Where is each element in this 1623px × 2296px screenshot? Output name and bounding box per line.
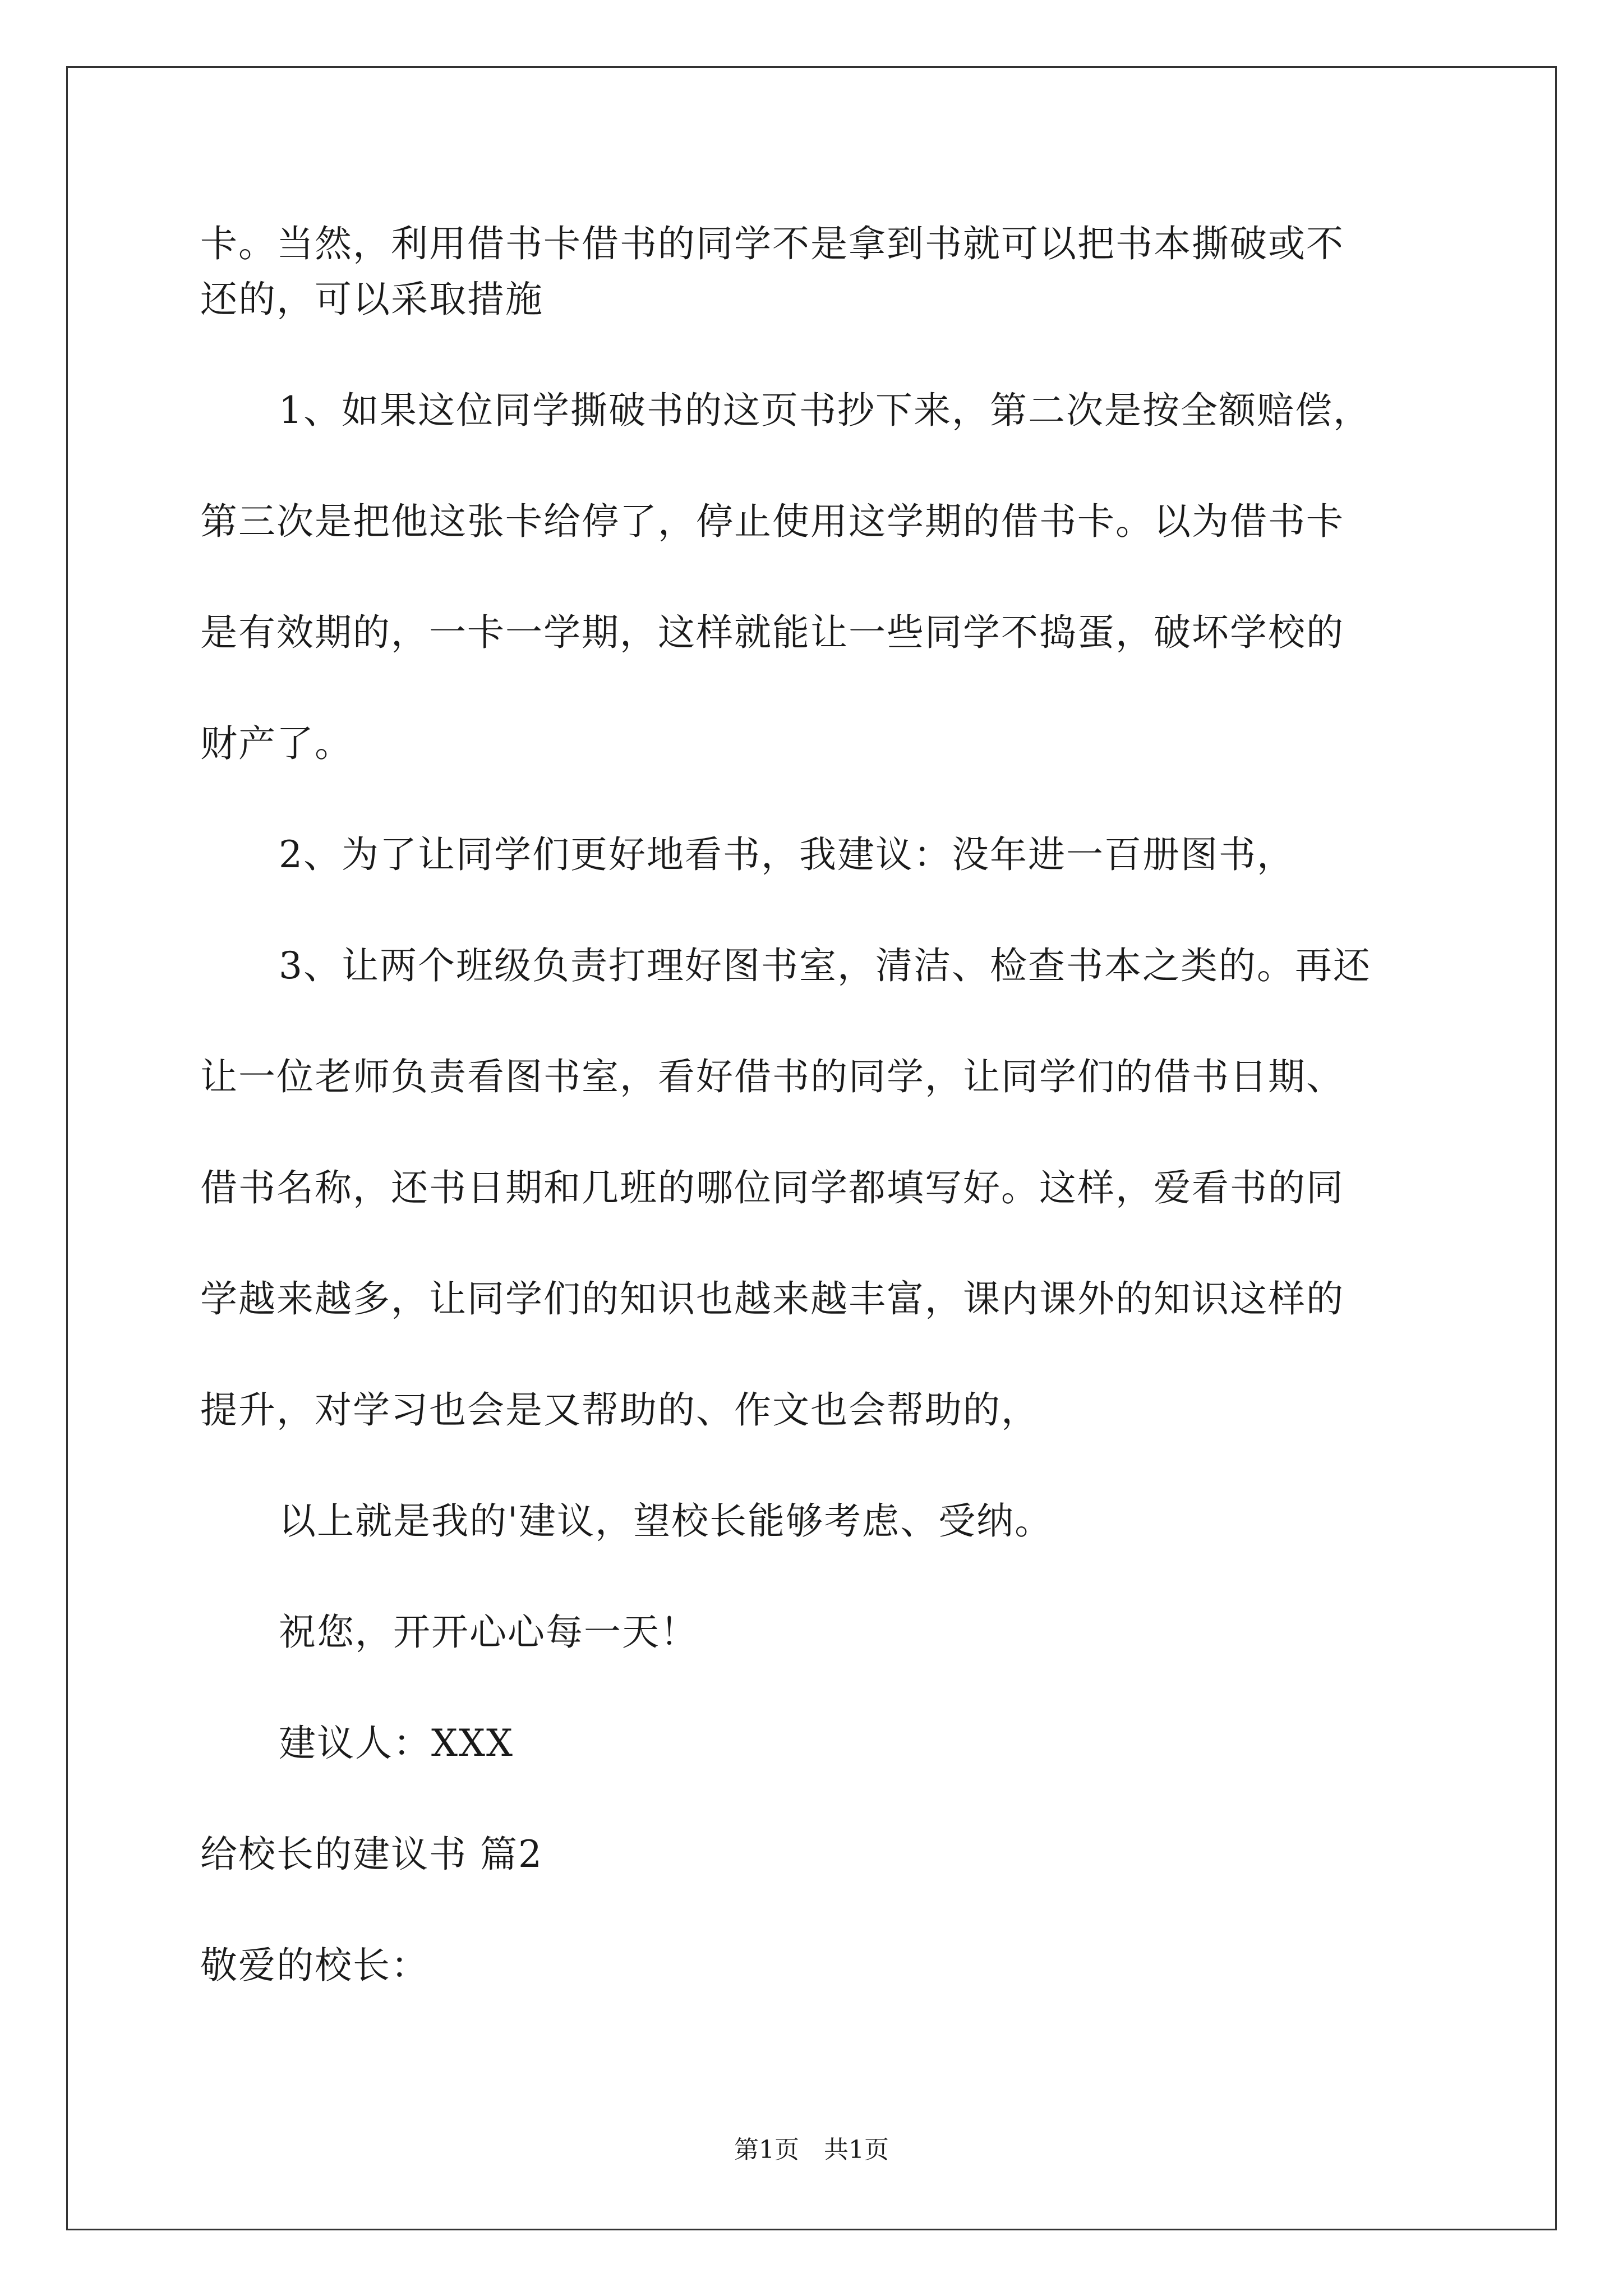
paragraph-spacer bbox=[200, 1105, 1428, 1160]
paragraph-spacer bbox=[200, 771, 1428, 827]
item-1-line-3: 是有效期的，一卡一学期，这样就能让一些同学不捣蛋，破坏学校的 bbox=[200, 611, 1344, 654]
paragraph-spacer bbox=[200, 1327, 1428, 1382]
paragraph-spacer bbox=[200, 993, 1428, 1049]
item-3-line-3: 借书名称，还书日期和几班的哪位同学都填写好。这样，爱看书的同 bbox=[200, 1166, 1344, 1209]
signature-line: 建议人：XXX bbox=[279, 1722, 514, 1765]
item-3-line-5: 提升，对学习也会是又帮助的、作文也会帮助的， bbox=[200, 1388, 1039, 1432]
item-2-line-1: 2、为了让同学们更好地看书，我建议：没年进一百册图书， bbox=[279, 833, 1295, 876]
closing-wish: 祝您，开开心心每一天！ bbox=[279, 1611, 698, 1654]
item-3-line-1: 3、让两个班级负责打理好图书室，清洁、检查书本之类的。再还 bbox=[279, 944, 1371, 987]
paragraph-spacer bbox=[200, 1438, 1428, 1493]
closing-suggestion: 以上就是我的'建议，望校长能够考虑、受纳。 bbox=[279, 1499, 1053, 1543]
paragraph-spacer bbox=[200, 1771, 1428, 1826]
item-3-line-4: 学越来越多，让同学们的知识也越来越丰富，课内课外的知识这样的 bbox=[200, 1277, 1344, 1320]
paragraph-spacer bbox=[200, 327, 1428, 383]
paragraph-spacer bbox=[200, 1216, 1428, 1271]
item-1-line-4: 财产了。 bbox=[200, 722, 353, 765]
paragraph-spacer bbox=[200, 882, 1428, 938]
item-1-line-1: 1、如果这位同学撕破书的这页书抄下来，第二次是按全额赔偿， bbox=[279, 389, 1371, 432]
paragraph-spacer bbox=[200, 1660, 1428, 1715]
paragraph-line-1: 卡。当然，利用借书卡借书的同学不是拿到书就可以把书本撕破或不 bbox=[200, 222, 1344, 265]
paragraph-spacer bbox=[200, 438, 1428, 494]
paragraph-spacer bbox=[200, 1882, 1428, 1938]
paragraph-spacer bbox=[200, 549, 1428, 605]
section-title: 给校长的建议书 篇2 bbox=[200, 1833, 543, 1876]
paragraph-spacer bbox=[200, 1549, 1428, 1604]
paragraph-line-2: 还的，可以采取措施 bbox=[200, 278, 543, 321]
page-footer: 第1页 共1页 bbox=[734, 2136, 889, 2164]
salutation: 敬爱的校长： bbox=[200, 1944, 429, 1987]
item-1-line-2: 第三次是把他这张卡给停了，停止使用这学期的借书卡。以为借书卡 bbox=[200, 500, 1344, 543]
item-3-line-2: 让一位老师负责看图书室，看好借书的同学，让同学们的借书日期、 bbox=[200, 1055, 1344, 1098]
paragraph-spacer bbox=[200, 660, 1428, 716]
document-body bbox=[200, 216, 1428, 1993]
